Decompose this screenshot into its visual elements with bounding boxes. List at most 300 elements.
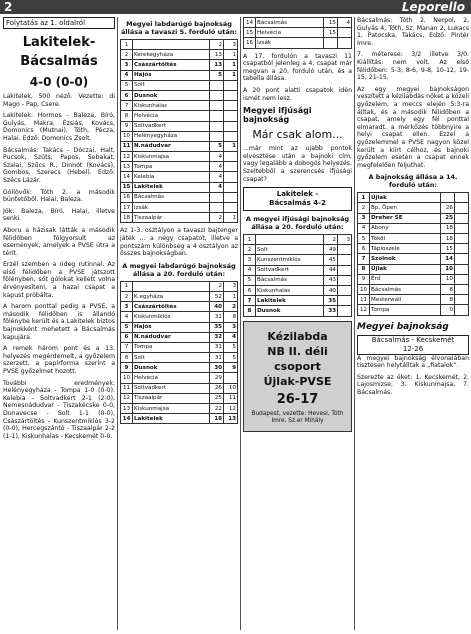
table-cell: 3 [338, 235, 352, 245]
table-cell: 2 [121, 50, 133, 60]
table-cell: Kiskunmajsa [133, 404, 210, 414]
table-cell [256, 235, 324, 245]
table-row [121, 162, 238, 172]
table-cell [455, 274, 469, 284]
table-row [121, 203, 238, 213]
column-4 [357, 17, 469, 634]
table-cell: 32 [210, 332, 224, 342]
table-cell: 0 [441, 305, 455, 315]
table-row [121, 182, 238, 192]
table-cell: Hajós [133, 70, 210, 80]
score: 4-0 (0-0) [29, 75, 89, 89]
table-row [358, 254, 469, 264]
table-cell: 5 [224, 353, 238, 363]
table-row [121, 353, 238, 363]
table-cell: 1 [224, 60, 238, 70]
table-cell: 8 [121, 353, 133, 363]
paragraph: Az egy megyei bajnokságon veszített a kézilabdás nőket a közeli győzelem, a meccs elején 5:3-ra álltak, és a második félidőben a csapat, amely egy fél ponttal elmaradt, a mérkőzés többnyire a helyi csapat ellen. Ezzel a győzelemmel a PVSE nagyon közel került a kiírt célhoz, és bajnoki győzelem esetén a csapat ennek megfelelően feljuthat. [357, 85, 469, 169]
table-cell: 15 [441, 244, 455, 254]
table-row [121, 414, 238, 424]
table-cell: 6 [121, 90, 133, 100]
table-cell: 13 [210, 60, 224, 70]
table-cell: Császártöltés [133, 302, 210, 312]
table-cell: 5 [244, 275, 256, 285]
table-cell: 7 [121, 342, 133, 352]
table-cell: 3 [121, 302, 133, 312]
table-cell [224, 90, 238, 100]
table-cell [338, 306, 352, 316]
table-row [121, 50, 238, 60]
table-cell: Helvécia [256, 28, 324, 38]
table-cell [210, 192, 224, 202]
table-cell: N.nádudvar [133, 332, 210, 342]
table-row [121, 281, 238, 291]
paragraph: Szerezte az éket: 1. Kecskemét, 2. Lajosmizse, 3. Kiskunmajsa, 7. Bácsalmás. [357, 373, 469, 396]
table-cell: 1 [224, 70, 238, 80]
table-cell: 11 [121, 141, 133, 151]
table-cell: Solt [133, 80, 210, 90]
table-cell: 16 [121, 192, 133, 202]
table-row [121, 332, 238, 342]
table-cell [455, 213, 469, 223]
paragraph: Lakitelek, 500 néző. Vezette: di Mago - Pap, Csere. [3, 93, 115, 108]
table-cell [224, 121, 238, 131]
table-heading: A megyei labdarúgó bajnokság állása a 20. forduló után: [122, 261, 236, 278]
table-heading: A bajnokság állása a 14. forduló után: [368, 173, 458, 190]
table-cell: 1 [224, 213, 238, 223]
table-cell: 3 [224, 40, 238, 50]
promo-line: Újlak-PVSE [263, 374, 332, 388]
table-cell [224, 131, 238, 141]
table-cell [224, 162, 238, 172]
table-cell: 5 [210, 70, 224, 80]
match-title-2: Bácsalmás 4-2 [269, 199, 326, 208]
table-cell [133, 40, 210, 50]
table-row [121, 393, 238, 403]
table-cell: Tiszaalpár [133, 213, 210, 223]
table-row [358, 305, 469, 315]
table-cell: 3 [224, 281, 238, 291]
table-cell: 6 [358, 244, 370, 254]
table-cell: Császártöltés [133, 60, 210, 70]
table-row [244, 306, 352, 316]
table-row [358, 284, 469, 294]
table-cell: 16 [244, 38, 256, 48]
table-cell: 8 [358, 264, 370, 274]
table-cell [455, 203, 469, 213]
table-cell: Tököl [370, 234, 441, 244]
paragraph: A remek három pont és a 13. helyezés megérdemelt, a győzelem szerzett, a papírforma szerint a PVSE győzelmet hozott. [3, 345, 115, 375]
table-cell: 18 [441, 234, 455, 244]
table-cell: 26 [210, 383, 224, 393]
table-heading: Megyei labdarúgó bajnokság állása a tavaszi 5. forduló után: [121, 20, 237, 36]
table-cell: Solt [256, 245, 324, 255]
table-cell: 2 [324, 235, 338, 245]
table-row [358, 234, 469, 244]
table-cell [210, 90, 224, 100]
table-cell [224, 373, 238, 383]
table-cell: 15 [324, 18, 338, 28]
table-cell: K.egyháza [133, 291, 210, 301]
table-cell: 4 [210, 182, 224, 192]
table-row [121, 172, 238, 182]
table-row [244, 265, 352, 275]
paragraph: Bácsalmás: Takács - Dóczai, Halt, Pucsok, Szűts, Papos, Sebakat, Szalai, Szűcs R., Dinnót (Kovács), Gombos, Szerecs (Hebel). Edző: Szécs Lázár. [3, 146, 115, 184]
table-row [358, 213, 469, 223]
table-cell: 45 [324, 255, 338, 265]
table-cell: 15 [324, 28, 338, 38]
table-cell: 35 [324, 296, 338, 306]
table-cell: Helvécia [133, 373, 210, 383]
column-rule [117, 17, 118, 630]
table-cell: 3 [244, 255, 256, 265]
table-row [244, 245, 352, 255]
match-box [243, 187, 352, 211]
table-cell: Tompa [133, 342, 210, 352]
table-cell: Tiszaalpár [133, 393, 210, 403]
table-cell: 2 [224, 302, 238, 312]
table-row [358, 193, 469, 203]
promo-score: 26-17 [276, 391, 319, 407]
table-cell: 7 [244, 296, 256, 306]
table-cell: 13 [210, 50, 224, 60]
table-cell: 13 [121, 404, 133, 414]
page-number: 2 [4, 0, 13, 14]
paragraph: 7. méterese: 3/2 illetve 3/0. Kiállítás: nem volt. Az első félidőben: 5-3, 8-6, 9-8, 10-12, 19-15, 21-15. [357, 51, 469, 82]
table-cell: Soltvadkert [133, 121, 210, 131]
table-cell: 18 [441, 223, 455, 233]
table-cell: 4 [210, 162, 224, 172]
table-cell: 2 [210, 40, 224, 50]
table-cell: Lakitelek [256, 296, 324, 306]
paragraph: További eredmények: Helényegyháza - Tompa 1-0 (0-0). Kelebia - Soltvadkert 2-1 (2-0), Nemesnádudvar - Tiszakécske 0-0, Dunavecse - Solt 1-1 (0-0), Császártöltés - Kunszentmiklós 3-2 (0-0), Hercegszántó - Tiszaalpár 2-2 (1-1), Kiskunhalas - Kecskemét 0-0. [3, 379, 115, 440]
table-cell: 11 [224, 393, 238, 403]
table-cell: 7 [121, 101, 133, 111]
table-cell [210, 121, 224, 131]
table-row [121, 192, 238, 202]
standings-table [120, 281, 238, 425]
table-cell: 1 [224, 291, 238, 301]
table-cell: 1 [121, 40, 133, 50]
table-row [121, 322, 238, 332]
table-cell: Izsák [256, 38, 324, 48]
table-row [244, 38, 352, 48]
table-row [244, 255, 352, 265]
table-row [121, 404, 238, 414]
table-cell [338, 286, 352, 296]
table-cell: 4 [210, 152, 224, 162]
table-cell [338, 275, 352, 285]
table-cell [224, 182, 238, 192]
table-cell: Solt [133, 353, 210, 363]
table-cell [455, 244, 469, 254]
table-cell: 9 [358, 274, 370, 284]
table-cell: 52 [210, 291, 224, 301]
table-cell: 5 [358, 234, 370, 244]
table-cell: Újlak [370, 264, 441, 274]
table-cell: 14 [121, 414, 133, 424]
table-cell: 11 [121, 383, 133, 393]
section-heading: Megyei ifjúsági bajnokság [243, 106, 312, 125]
table-cell: 22 [210, 404, 224, 414]
table-cell: Bácsalmás [256, 275, 324, 285]
table-cell: 1 [224, 141, 238, 151]
table-cell: 5 [121, 322, 133, 332]
table-cell: Kiskunmiklós [133, 312, 210, 322]
paragraph: A megyei bajnokság élvonalában tisztesen helytálltak a „fiatalok”. [357, 354, 469, 370]
promo-box [243, 321, 352, 432]
table-cell: 8 [121, 111, 133, 121]
table-cell [224, 172, 238, 182]
table-cell: 18 [121, 213, 133, 223]
table-cell: Újlak [370, 193, 441, 203]
table-cell: Tompa [133, 162, 210, 172]
table-row [358, 264, 469, 274]
table-cell: 5 [210, 141, 224, 151]
table-cell: Helvécia [133, 111, 210, 121]
table-cell [455, 254, 469, 264]
table-cell: 43 [324, 275, 338, 285]
table-cell: 14 [244, 18, 256, 28]
table-cell [338, 255, 352, 265]
table-cell: Kelebia [133, 172, 210, 182]
table-cell: Lakitelek [133, 182, 210, 192]
table-cell: 8 [441, 295, 455, 305]
table-row [358, 295, 469, 305]
table-cell: 3 [358, 213, 370, 223]
table-row [358, 223, 469, 233]
paragraph: Góllövők: Tóth 2, a második büntetőből. Halai, Baleza. [3, 188, 115, 204]
table-cell: Izsák [133, 203, 210, 213]
table-cell: Helényegyháza [133, 131, 210, 141]
table-cell: 6 [121, 332, 133, 342]
table-cell: Bácsalmás [133, 192, 210, 202]
section-heading: Megyei bajnokság [357, 321, 449, 332]
table-cell: 10 [121, 131, 133, 141]
table-row [121, 342, 238, 352]
table-row [244, 286, 352, 296]
table-cell: Dusnok [133, 363, 210, 373]
table-cell: Tompa [370, 305, 441, 315]
table-cell: Érd [370, 274, 441, 284]
table-cell: 13 [224, 414, 238, 424]
promo-line: csoport [274, 359, 321, 373]
table-cell: N.nádudvar [133, 141, 210, 151]
table-cell: 4 [210, 172, 224, 182]
table-cell [224, 111, 238, 121]
table-row [121, 302, 238, 312]
table-row [244, 235, 352, 245]
top-bar [0, 0, 471, 14]
table-cell [338, 38, 352, 48]
column-rule [240, 17, 241, 630]
paragraph: Az 1-3. osztályon a tavaszi bajtenger játék ... a négy csapatot, illetve a pontszám különbség a 4 osztályon az összes bajnokságban. [120, 227, 238, 258]
table-cell: Soltvadkert [133, 383, 210, 393]
table-row [358, 244, 469, 254]
table-cell [338, 245, 352, 255]
result-box [357, 335, 469, 355]
table-row [244, 28, 352, 38]
paragraph: Jók: Baleza, Bíró, Halai, illetve senki. [3, 207, 115, 223]
column-3 [243, 17, 352, 634]
table-cell: 9 [121, 121, 133, 131]
table-cell: Lakitelek [133, 414, 210, 424]
table-cell: Kiskunhalas [256, 286, 324, 296]
paragraph: Bácsalmás: Tóth 2, Nerpol, 2, Gulyás 4, Tóth, Sz. Manan 2, Lukacs 1, Patocska, Takács, Edző: Pintér Imre. [357, 17, 469, 47]
brand: Leporello [401, 0, 465, 14]
table-heading: A megyei ifjúsági bajnokság állása a 20. forduló után: [245, 215, 350, 232]
table-cell: 31 [210, 353, 224, 363]
table-cell [455, 264, 469, 274]
table-cell: 14 [441, 254, 455, 264]
table-cell [224, 203, 238, 213]
table-cell [455, 305, 469, 315]
table-cell: 17 [121, 203, 133, 213]
table-cell: 2 [210, 213, 224, 223]
table-cell [338, 265, 352, 275]
table-row [121, 291, 238, 301]
paragraph: ...már mint az ujabb pontok elvesztése után a bajnoki cím, vagy legalább a dobogós helyezés. Szeltebből a szerencsés ifjúsági csapat? [243, 145, 352, 183]
table-cell [210, 80, 224, 90]
table-cell [455, 284, 469, 294]
table-cell: 3 [224, 322, 238, 332]
match-title-1: Lakitelek - [276, 190, 319, 199]
standings-table [357, 192, 469, 315]
table-cell: Kiskunhalas [133, 101, 210, 111]
column-rule [354, 17, 355, 630]
table-row [358, 203, 469, 213]
table-row [121, 70, 238, 80]
promo-line: Kézilabda [267, 329, 328, 343]
table-cell [455, 193, 469, 203]
table-cell: 8 [224, 312, 238, 322]
table-cell: 3 [121, 60, 133, 70]
table-cell: Mesterwall [370, 295, 441, 305]
table-cell: 4 [358, 223, 370, 233]
kicker: Folytatás az 1. oldalról [3, 17, 115, 29]
table-cell: 6 [244, 286, 256, 296]
table-cell [338, 28, 352, 38]
table-row [121, 101, 238, 111]
table-cell: 31 [210, 312, 224, 322]
table-cell [210, 111, 224, 121]
table-cell: 25 [441, 213, 455, 223]
paragraph: A 20 pont alatti csapatok idén ismét nem lesz. [243, 86, 352, 102]
table-cell: 1 [224, 50, 238, 60]
table-cell: 44 [324, 265, 338, 275]
table-cell: 49 [324, 245, 338, 255]
column-1 [3, 17, 115, 634]
table-cell: 15 [244, 28, 256, 38]
table-cell: 25 [210, 393, 224, 403]
table-row [121, 80, 238, 90]
table-cell: Dusnok [256, 306, 324, 316]
table-cell: 15 [121, 182, 133, 192]
table-cell: Abony [370, 223, 441, 233]
standings-table [243, 17, 352, 49]
table-row [121, 152, 238, 162]
paragraph: Lakitelek: Hormos - Baleza, Bíró, Gulyás, Makra, Ézsiás, Kovács, Domonics (Mutnai), Tóth, Pécza, Halai. Edző: Domonics Zsolt. [3, 112, 115, 142]
table-cell: 2 [210, 281, 224, 291]
table-cell: 5 [224, 342, 238, 352]
table-cell: Bácsalmás [370, 284, 441, 294]
table-cell: 26 [441, 203, 455, 213]
table-cell: 12 [224, 404, 238, 414]
table-cell: Kerekegyháza [133, 50, 210, 60]
table-row [358, 274, 469, 284]
table-cell: Dusnok [133, 90, 210, 100]
table-cell: 9 [121, 363, 133, 373]
table-row [121, 141, 238, 151]
table-row [121, 121, 238, 131]
paragraph: A 17. fordulón a tavaszi 11 csapatból jelenleg a 4. csapat már megvan a 20. forduló után, és a tabella állása. [243, 52, 352, 83]
table-cell: 4 [224, 332, 238, 342]
table-cell: 29 [210, 373, 224, 383]
table-cell: 40 [324, 286, 338, 296]
table-cell: 10 [441, 264, 455, 274]
table-cell: 1 [121, 281, 133, 291]
table-cell: Szolnok [370, 254, 441, 264]
table-cell: 1 [358, 193, 370, 203]
paragraph: Aboru a házisak látták a második félidőben fölgyorsult az események, amelyek a PVSE útra a térít. [3, 226, 115, 257]
table-row [121, 111, 238, 121]
result-line-2: 12-26 [402, 344, 424, 353]
table-cell: 10 [121, 373, 133, 383]
headline: Már csak alom... [252, 128, 343, 142]
column-2 [120, 17, 238, 634]
table-cell: 30 [210, 363, 224, 373]
table-cell: Bp. Öpen [370, 203, 441, 213]
table-cell: Kunszentmiklós [256, 255, 324, 265]
table-cell: 10 [224, 383, 238, 393]
table-row [121, 90, 238, 100]
table-cell: 4 [121, 70, 133, 80]
table-cell: 40 [210, 302, 224, 312]
table-cell: 1 [244, 235, 256, 245]
promo-line: NB II. déli [267, 344, 328, 358]
table-cell [210, 101, 224, 111]
table-cell [224, 80, 238, 90]
title-line-2: Bácsalmás [20, 54, 98, 69]
table-cell: 4 [244, 265, 256, 275]
table-cell: 8 [441, 284, 455, 294]
table-cell: 11 [358, 295, 370, 305]
standings-table [120, 39, 238, 223]
table-cell [210, 203, 224, 213]
table-cell [224, 192, 238, 202]
table-cell [324, 38, 338, 48]
table-cell: 8 [244, 306, 256, 316]
paragraph: Erzél szemben a rideg rutinnal. Az első félidőben a PVSE játszott fölényben, sőt gólokat kellett volna érvényesíteni, a hazai csapat a kapust próbálta. [3, 261, 115, 299]
table-row [121, 383, 238, 393]
table-row [244, 296, 352, 306]
table-cell [133, 281, 210, 291]
table-cell [224, 101, 238, 111]
table-cell [210, 131, 224, 141]
promo-small: Budapest, vezette: Hevesi, Tóth Imre, Sz.er Mihály [251, 410, 344, 424]
table-cell: 31 [210, 342, 224, 352]
table-cell: 4 [121, 312, 133, 322]
table-cell: 14 [121, 172, 133, 182]
table-cell: Hajós [133, 322, 210, 332]
table-row [121, 373, 238, 383]
table-row [121, 60, 238, 70]
table-cell: 12 [121, 152, 133, 162]
table-cell: 12 [358, 305, 370, 315]
table-cell: Dreher SE [370, 213, 441, 223]
table-row [121, 312, 238, 322]
title-line-1: Lakitelek- [22, 35, 96, 50]
